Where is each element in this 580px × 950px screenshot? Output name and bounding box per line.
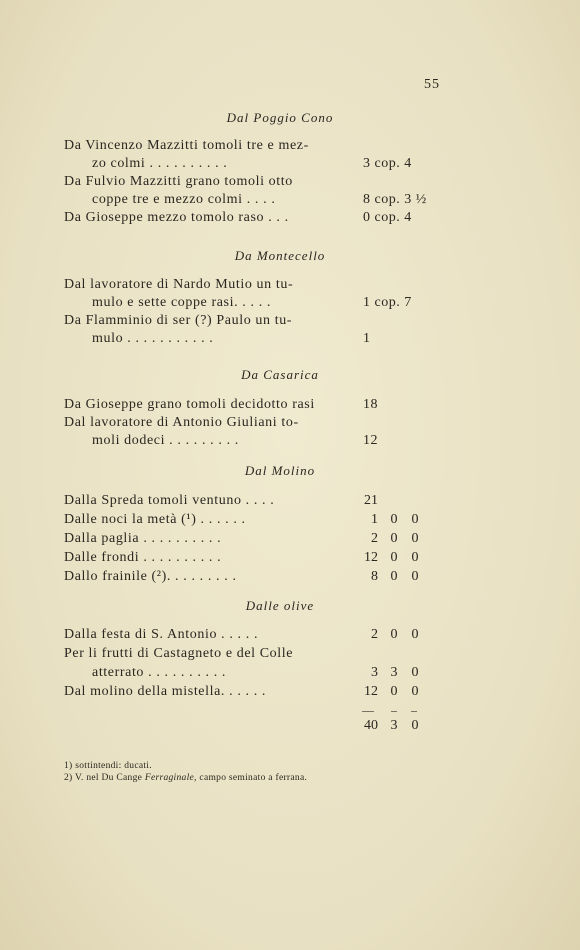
footnote-mark: 2): [64, 773, 73, 783]
entry-text: Da Vincenzo Mazzitti tomoli tre e mez-: [64, 138, 309, 153]
amount-col2: 3: [390, 665, 398, 680]
entry-row: [0, 276, 580, 294]
entry-row: [0, 626, 580, 644]
entry-text: Dallo frainile (²). . . . . . . . .: [64, 569, 237, 584]
footnote-text: sottintendi: ducati.: [75, 761, 152, 771]
entry-text: Dalla paglia . . . . . . . . . .: [64, 531, 222, 546]
amount-col3: 0: [411, 512, 419, 527]
amount-col2: 0: [390, 627, 398, 642]
footnote-text: V. nel Du Cange: [75, 773, 143, 783]
entry-row: [0, 511, 580, 529]
amount-col1: 21: [364, 493, 378, 508]
total-col2: 3: [390, 718, 398, 733]
footnote-2: [64, 772, 307, 784]
footnotes: [64, 760, 307, 784]
entry-row: [0, 530, 580, 548]
entry-amount: 18: [363, 397, 378, 412]
entry-text: atterrato . . . . . . . . . .: [92, 665, 227, 680]
entry-text: Dalle noci la metà (¹) . . . . . .: [64, 512, 246, 527]
entry-text: coppe tre e mezzo colmi . . . .: [92, 192, 276, 207]
amount-col3: 0: [411, 569, 419, 584]
entry-text: Dal molino della mistella. . . . . .: [64, 684, 267, 699]
entry-row: [0, 294, 580, 312]
amount-col2: 0: [390, 684, 398, 699]
section-heading-poggio-cono: Dal Poggio Cono: [226, 110, 334, 125]
total-col3: 0: [411, 718, 419, 733]
entry-row: [0, 432, 580, 450]
entry-text: Dal lavoratore di Nardo Mutio un tu-: [64, 277, 294, 292]
entry-text: moli dodeci . . . . . . . . .: [92, 433, 239, 448]
entry-row: [0, 155, 580, 173]
entry-amount: 8 cop. 3 ½: [363, 192, 427, 207]
entry-row: [0, 568, 580, 586]
footnote-italic-term: Ferraginale,: [144, 773, 197, 783]
separator-col3: –: [411, 703, 417, 717]
amount-col2: 0: [390, 531, 398, 546]
footnote-text-after: campo seminato a ferrana.: [199, 773, 308, 783]
entry-text: Da Flamminio di ser (?) Paulo un tu-: [64, 313, 293, 328]
entry-amount: 1 cop. 7: [363, 295, 412, 310]
amount-col1: 2: [371, 531, 378, 546]
entry-text: Dalla Spreda tomoli ventuno . . . .: [64, 493, 275, 508]
entry-row: [0, 396, 580, 414]
page-number: 55: [424, 77, 440, 92]
entry-text: Dalle frondi . . . . . . . . . .: [64, 550, 222, 565]
separator-col1: —: [362, 703, 374, 717]
entry-text: Per li frutti di Castagneto e del Colle: [64, 646, 294, 661]
entry-amount: 1: [363, 331, 371, 346]
amount-col3: 0: [411, 550, 419, 565]
section-heading-montecello: Da Montecello: [234, 248, 326, 263]
amount-col1: 8: [371, 569, 378, 584]
amount-col3: 0: [411, 665, 419, 680]
entry-row: [0, 173, 580, 191]
entry-row: [0, 683, 580, 701]
entry-text: Da Gioseppe mezzo tomolo raso . . .: [64, 210, 289, 225]
amount-col1: 1: [371, 512, 378, 527]
entry-row: [0, 209, 580, 227]
entry-text: mulo e sette coppe rasi. . . . .: [92, 295, 271, 310]
entry-text: Dal lavoratore di Antonio Giuliani to-: [64, 415, 299, 430]
entry-row: [0, 414, 580, 432]
footnote-1: [64, 760, 307, 772]
sum-separator: [0, 703, 580, 715]
section-heading-molino: Dal Molino: [244, 463, 316, 478]
entry-row: [0, 549, 580, 567]
amount-col1: 12: [364, 550, 378, 565]
entry-row: [0, 492, 580, 510]
amount-col2: 0: [390, 512, 398, 527]
separator-col2: –: [391, 703, 397, 717]
amount-col2: 0: [390, 550, 398, 565]
entry-row: [0, 664, 580, 682]
entry-text: mulo . . . . . . . . . . .: [92, 331, 214, 346]
total-row: [0, 717, 580, 735]
entry-text: zo colmi . . . . . . . . . .: [92, 156, 228, 171]
entry-amount: 0 cop. 4: [363, 210, 412, 225]
entry-row: [0, 191, 580, 209]
amount-col3: 0: [411, 684, 419, 699]
entry-row: [0, 330, 580, 348]
entry-amount: 12: [363, 433, 378, 448]
footnote-mark: 1): [64, 761, 73, 771]
entry-text: Da Fulvio Mazzitti grano tomoli otto: [64, 174, 293, 189]
amount-col1: 3: [371, 665, 378, 680]
amount-col3: 0: [411, 531, 419, 546]
entry-text: Da Gioseppe grano tomoli decidotto rasi: [64, 397, 315, 412]
total-col1: 40: [364, 718, 378, 733]
section-heading-olive: Dalle olive: [245, 598, 315, 613]
entry-amount: 3 cop. 4: [363, 156, 412, 171]
amount-col1: 12: [364, 684, 378, 699]
entry-row: [0, 645, 580, 663]
entry-row: [0, 137, 580, 155]
entry-text: Dalla festa di S. Antonio . . . . .: [64, 627, 259, 642]
amount-col1: 2: [371, 627, 378, 642]
entry-row: [0, 312, 580, 330]
section-heading-casarica: Da Casarica: [241, 367, 319, 382]
amount-col3: 0: [411, 627, 419, 642]
amount-col2: 0: [390, 569, 398, 584]
